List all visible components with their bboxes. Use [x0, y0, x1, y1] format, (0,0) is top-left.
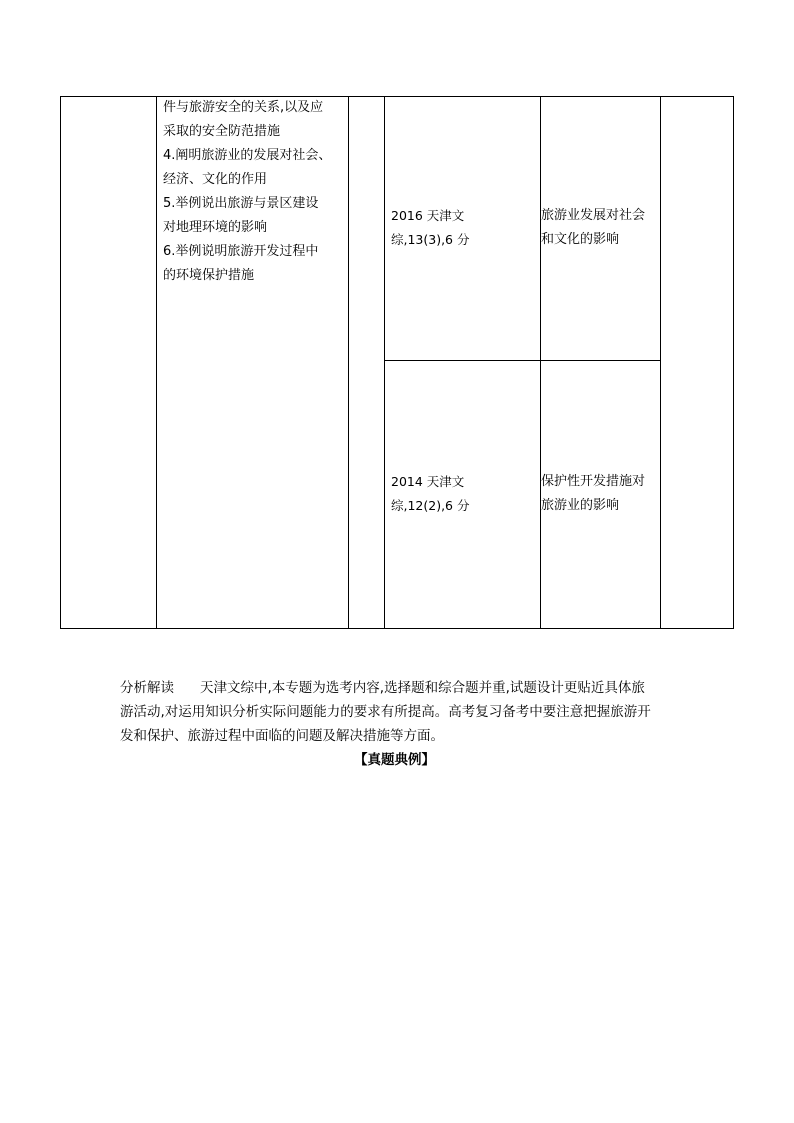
exam-topic-2016 [541, 204, 645, 252]
analysis-line: 游活动,对运用知识分析实际问题能力的要求有所提高。高考复习备考中要注意把握旅游开 [120, 704, 651, 720]
exam-topic-line: 保护性开发措施对 [541, 474, 646, 489]
table-cell-trend [660, 96, 734, 629]
requirement-line: 5.举例说出旅游与景区建设 [163, 196, 319, 211]
requirement-line: 采取的安全防范措施 [163, 124, 281, 139]
requirement-line: 6.举例说明旅游开发过程中 [163, 244, 319, 259]
requirements-text [163, 96, 331, 288]
exam-source-line: 2016 天津文 [391, 208, 465, 223]
requirement-line: 的环境保护措施 [163, 268, 255, 283]
section-heading: 【真题典例】 [354, 752, 435, 768]
exam-topic-2014 [541, 470, 645, 518]
exam-source-2014 [391, 470, 470, 518]
exam-source-line: 综,12(2),6 分 [391, 498, 470, 513]
requirement-line: 经济、文化的作用 [163, 172, 268, 187]
exam-source-line: 2014 天津文 [391, 474, 465, 489]
analysis-line: 发和保护、旅游过程中面临的问题及解决措施等方面。 [120, 728, 444, 744]
requirement-line: 件与旅游安全的关系,以及应 [163, 100, 324, 115]
exam-topic-line: 和文化的影响 [541, 232, 620, 247]
analysis-line [120, 676, 676, 700]
requirement-line: 4.阐明旅游业的发展对社会、 [163, 148, 332, 163]
requirement-line: 对地理环境的影响 [163, 220, 268, 235]
exam-topic-line: 旅游业发展对社会 [541, 208, 646, 223]
exam-source-line: 综,13(3),6 分 [391, 232, 470, 247]
analysis-paragraph [120, 676, 676, 748]
analysis-label: 分析解读 [120, 680, 174, 696]
table-cell-level [348, 96, 385, 629]
table-cell-topic [60, 96, 157, 629]
exam-topic-line: 旅游业的影响 [541, 498, 620, 513]
exam-source-2016 [391, 204, 470, 252]
analysis-text: 天津文综中,本专题为选考内容,选择题和综合题并重,试题设计更贴近具体旅 [200, 680, 645, 696]
